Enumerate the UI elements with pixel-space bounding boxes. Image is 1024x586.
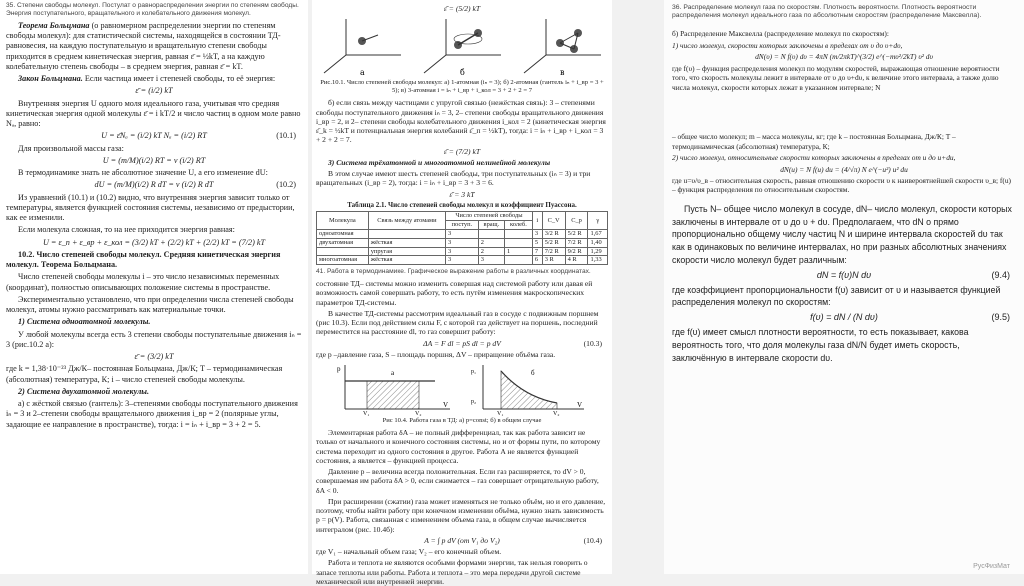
graph-a-v2-label: V₂ bbox=[415, 411, 422, 418]
formula-10-3-body: ΔA = F dl = pS dl = p dV bbox=[423, 338, 501, 348]
formula-eps-i: ε̄ = (i/2) kT bbox=[135, 86, 173, 96]
dof-diagram-a bbox=[316, 15, 408, 77]
formula-9-4 bbox=[672, 269, 1016, 282]
formula-10-1-number: (10.1) bbox=[276, 131, 296, 141]
theorem-text: (о равномерном распределении энергии по степеням свободы молекул): для статистической системы, находящейся в состоянии ТД-равновесия, на каждую поступательную и вращательную степени свободы приходится в среднем кинетическая энергия, равная ε̄ = ½kT, а на каждую колебательную степень свободы – в среднем энергия, равная ε̄ = kT. bbox=[6, 20, 281, 71]
dof-label-c: в bbox=[560, 68, 565, 78]
formula-relative: dN(u) = N f(u) du = (4/√π) N e^(−u²) u² du bbox=[780, 164, 908, 174]
dof-label-a: а bbox=[360, 68, 365, 78]
right-page-main-text bbox=[672, 203, 1016, 365]
theorem-title: Теорема Больцмана bbox=[18, 20, 90, 30]
table-header-gamma: γ bbox=[588, 212, 608, 230]
table-header-cp: C_p bbox=[565, 212, 588, 230]
table-row: упругая 3 2 1 7 7/2 R 9/2 R 1,29 bbox=[317, 247, 608, 256]
graph-a-caption-letter: а bbox=[391, 369, 395, 378]
right-page bbox=[664, 0, 1024, 574]
dof-table bbox=[316, 211, 608, 265]
paragraph-expansion: При расширении (сжатии) газа может изменяться не только объём, но и его давление, поэтому, чтобы найти работу при конечном изменении объёма, нужно знать зависимость p = p(V). Работа, связанная с изменением объема газа, в общем случае вычисляется интегралом (рис. 10.4б): bbox=[316, 496, 606, 534]
section-title-10-2: 10.2. Число степеней свободы молекул. Средняя кинетическая энергия молекул. Теорема Больцмана. bbox=[6, 249, 281, 270]
formula-mass: U = (m/M)(i/2) RT = ν (i/2) RT bbox=[102, 155, 206, 165]
paragraph-relative-definition: где u=υ/υ_в – относительная скорость, равная отношению скорости υ к наивероятнейшей скорости υ_в; f(u) – функция распределения по относительным скоростям. bbox=[672, 176, 1012, 195]
formula-9-4-number: (9.4) bbox=[991, 269, 1010, 280]
table-header-i: i bbox=[532, 212, 542, 230]
formula-9-4-body: dN = f(υ)N dυ bbox=[816, 269, 872, 280]
paragraph-elastic: б) если связь между частицами с упругой связью (нежёсткая связь): 3 – степенями свободы поступательного движения iₙ = 3, 2– степени свободы вращательного движения i_вр = 2, и 2– степени свободы колебательного движения i_кол = 2 (кинетическая энергия ε̄_k = ½kT и потенциальная энергия колебаний ε̄_п = ½kT), тогда: i = iₙ + i_вр + i_кол = 3 + 2 + 2 = 7. bbox=[316, 98, 606, 145]
work-graph-a bbox=[335, 361, 455, 418]
right-page-header: 36. Распределение молекул газа по скоростям. Плотность вероятности. Плотность вероятности распределения молекул идеального газа по абсолютным скоростям (распределение Максвелла). bbox=[672, 4, 982, 20]
table-row: многоатомная жёсткая 3 3 6 3 R 4 R 1,33 bbox=[317, 256, 608, 265]
formula-complex: U = ε_п + ε_вр + ε_кол = (3/2) kT + (2/2) kT + (2/2) kT = (7/2) kT bbox=[42, 237, 266, 247]
table-header-vib: колеб. bbox=[504, 221, 532, 230]
paragraph-maxwell-title: б) Распределение Максвелла (распределение молекул по скоростям): bbox=[672, 29, 889, 39]
left-page-header: 35. Степени свободы молекул. Постулат о равнораспределении энергии по степеням свободы. Энергия поступательного, вращательного и колебательного движения молекул. bbox=[6, 2, 299, 17]
paragraph-polyatomic: В этом случае имеют шесть степеней свободы, три поступательных (iₙ = 3) и три вращательных (i_вр = 2), тогда: i = iₙ + i_вр = 3 + 3 = 6. bbox=[316, 169, 591, 188]
paragraph-probability-density: где f(υ) имеет смысл плотности вероятности, то есть показывает, какова вероятность того, что доля молекулы газа dN/N будет иметь скорость, заключённую в интервале скорости dυ. bbox=[672, 327, 969, 363]
law-text: Если частица имеет i степеней свободы, то её энергия: bbox=[84, 74, 276, 84]
graph-b-caption-letter: б bbox=[531, 369, 535, 378]
formula-10-4-number: (10.4) bbox=[583, 535, 602, 545]
paragraph-complex: Если молекула сложная, то на нее приходится энергия равная: bbox=[18, 225, 235, 235]
item-monoatomic: 1) Система одноатомной молекулы. bbox=[18, 317, 151, 327]
paragraph-conclusion: Из уравнений (10.1) и (10.2) видно, что внутренняя энергия зависит только от температуры, является функцией состояния системы, независимо от предыстории, как ее изменили. bbox=[6, 192, 295, 223]
graph-b-p1-label: p₁ bbox=[471, 369, 477, 376]
formula-9-5 bbox=[672, 311, 1016, 324]
formula-five-halves: ε̄ = (5/2) kT bbox=[443, 4, 481, 13]
work-graph-b bbox=[469, 361, 589, 418]
dof-diagram-b bbox=[416, 15, 508, 77]
formula-10-1-body: U = ε̄Nₐ = (i/2) kT Nₐ = (i/2) RT bbox=[101, 131, 207, 141]
formula-seven-halves: ε̄ = (7/2) kT bbox=[443, 146, 481, 156]
paragraph-mass: Для произвольной массы газа: bbox=[18, 143, 124, 153]
paragraph-relative-speeds: 2) число молекул, относительные скорости которых заключены в пределах от u до u+du, bbox=[672, 153, 956, 163]
graph-b-v1-label: V₁ bbox=[497, 411, 504, 418]
formula-maxwell: dN(υ) = N f(υ) dυ = 4πN (m/2πkT)^(3/2) e^(−mυ²/2kT) υ² dυ bbox=[755, 52, 933, 62]
table-header-bond: Связь между атомами bbox=[368, 212, 445, 230]
table-title: Таблица 2.1. Число степеней свободы молекул и коэффициент Пуассона. bbox=[347, 200, 577, 209]
formula-10-2 bbox=[6, 180, 302, 190]
formula-three-halves: ε̄ = (3/2) kT bbox=[134, 352, 174, 362]
paragraph-du: В термодинамике знать не абсолютное значение U, а его изменение dU: bbox=[18, 168, 268, 178]
paragraph-boltzmann-constant: где k = 1,38·10⁻²³ Дж/К– постоянная Больцмана, Дж/К; T – термодинамическая (абсолютная) температура, К; i – число степеней свободы молекулы. bbox=[6, 364, 283, 384]
formula-three-kt: ε̄ = 3 kT bbox=[449, 189, 475, 199]
formula-10-1 bbox=[6, 131, 302, 141]
paragraph-total-molecules: – общее число молекул; m – масса молекулы, кг; где k – постоянная Больцмана, Дж/К; T – термодинамическая (абсолютная) температура, К; bbox=[672, 132, 956, 151]
paragraph-where-pressure: где p –давление газа, S – площадь поршня, ΔV – приращение объёма газа. bbox=[316, 349, 556, 359]
paragraph-dof-definition: Число степеней свободы молекулы i – это число независимых переменных (координат), полностью описывающих положение системы в пространстве. bbox=[6, 272, 280, 292]
dof-diagram-c bbox=[516, 15, 608, 77]
graph-b-v2-label: V₂ bbox=[553, 411, 560, 418]
section-41-title: 41. Работа в термодинамике. Графическое выражение работы в различных координатах. bbox=[316, 268, 591, 276]
table-header-cv: C_V bbox=[542, 212, 565, 230]
paragraph-diatomic: а) с жёсткой связью (гантель): 3–степенями свободы поступательного движения iₙ = 3 и 2–степени свободы вращательного движения i_вр = 2 (полярные углы, задающие ее направление в пространстве), тогда: i = iₙ + i_вр = 3 + 2 = 5. bbox=[6, 399, 298, 429]
figure-molecule-dof bbox=[316, 15, 608, 77]
paragraph-pressure-sign: Давление p – величина всегда положительная. Если газ расширяется, то dV > 0, совершаемая им работа δA > 0, если сжимается – газ совершает отрицательную работу, δA < 0. bbox=[316, 467, 599, 495]
paragraph-let-n: Пусть N– общее число молекул в сосуде, dN– число молекул, скорости которых заключены в интервале от υ до υ + dυ. Предполагаем, что dN о прямо пропорционально общему числу частиц N и ширине интервала скоростей dυ так как в одинаковых по величине интервалах, но при разных абсолютных значениях скорости число молекул будет различным: bbox=[672, 203, 1012, 265]
paragraph-internal-energy: Внутренняя энергия U одного моля идеального газа, учитывая что средняя кинетическая энергия одной молекулы ε̄ = i kT/2 и число частиц в одном моле равно Nₐ, равно: bbox=[6, 98, 301, 129]
figure-caption-10-4: Рис 10.4. Работа газа в ТД: а) p=const; б) в общем случае bbox=[382, 417, 542, 425]
paragraph-maxwell-1: 1) число молекул, скорости которых заключены в пределах от υ до υ+dυ, bbox=[672, 40, 903, 50]
formula-10-4-body: A = ∫ p dV (от V₁ до V₂) bbox=[424, 535, 500, 545]
formula-9-5-number: (9.5) bbox=[991, 312, 1010, 323]
table-header-molecule: Молекула bbox=[317, 212, 369, 230]
table-header-trans: поступ. bbox=[446, 221, 479, 230]
formula-9-5-body: f(υ) = dN / (N dυ) bbox=[810, 312, 878, 323]
formula-10-3-number: (10.3) bbox=[583, 338, 602, 348]
law-title: Закон Больцмана. bbox=[18, 74, 83, 84]
dof-label-b: б bbox=[460, 68, 465, 78]
table-row: одноатомная 3 3 3/2 R 5/2 R 1,67 bbox=[317, 229, 608, 238]
left-page bbox=[0, 0, 308, 574]
watermark: РусФизМат bbox=[973, 563, 1010, 571]
paragraph-heat-work: Работа и теплота не являются особыми формами энергии, так нельзя говорить о запасе теплоты или работы. Работа и теплота – это мера передачи другой системе механической или внутренней энергии. bbox=[316, 558, 588, 586]
table-header-group: Число степеней свободы bbox=[446, 212, 533, 221]
formula-10-3 bbox=[316, 339, 608, 348]
paragraph-state: состояние ТД– системы можно изменить совершая над системой работу или давая ей возможность самой совершать работу, то есть путём изменения макроскопических параметров ТД-системы. bbox=[316, 279, 593, 307]
formula-10-4 bbox=[316, 536, 608, 545]
graph-a-v1-label: V₁ bbox=[363, 411, 370, 418]
paragraph-monoatomic: У любой молекулы всегда есть 3 степени свободы поступательные движения iₙ = 3 (рис.10.2 а): bbox=[6, 329, 302, 349]
graph-b-v-label: V bbox=[577, 401, 583, 410]
figure-caption-10-1: Рис.10.1. Число степеней свободы молекул: а) 1-атомная (iₙ = 3); б) 2-атомная (гантель iₙ + i_вр = 3 + 5); в) 3-атомная i = iₙ + i_вр + i_кол = 3 + 2 + 2 = 7 bbox=[320, 79, 604, 95]
graph-b-p2-label: p₂ bbox=[471, 399, 477, 406]
paragraph-coefficient: где коэффициент пропорциональности f(υ) зависит от υ и называется функцией распределения молекул по скоростям: bbox=[672, 284, 1001, 308]
paragraph-elementary-work: Элементарная работа δA – не полный дифференциал, так как работа зависит не только от начального и конечного состояния системы, но и от формы пути, по которому система переходит из одного состояния в другое. Работа A не является функцией состояния, а является – функцией процесса. bbox=[316, 428, 601, 465]
graph-a-p-label: p bbox=[337, 365, 341, 374]
formula-10-2-number: (10.2) bbox=[276, 180, 296, 190]
figure-work-graphs bbox=[316, 361, 608, 418]
table-row: двухатомная жёсткая 3 2 5 5/2 R 7/2 R 1,40 bbox=[317, 238, 608, 247]
paragraph-piston: В качестве ТД-системы рассмотрим идеальный газ в сосуде с подвижным поршнем (рис 10.3). Если под действием силы F, с которой газ действует на поршень, последний переместится на расстояние dl, то газ совершит работу: bbox=[316, 308, 599, 337]
item-polyatomic: 3) Система трёхатомной и многоатомной нелинейной молекулы bbox=[328, 157, 551, 167]
middle-page bbox=[312, 0, 612, 586]
item-diatomic: 2) Система двухатомной молекулы. bbox=[18, 386, 149, 396]
table-header-rot: вращ. bbox=[478, 221, 504, 230]
paragraph-f-definition: где f(υ) – функция распределения молекул по модулям скоростей, выражающая отношение вероятности того, что скорость молекулы лежит в интервале от υ до υ+dυ, к величине этого интервала, а также долю числа молекул, скорости которых лежат в указанном интервале; N bbox=[672, 63, 1000, 92]
formula-10-2-body: dU = (m/M)(i/2) R dT = ν (i/2) R dT bbox=[94, 180, 214, 190]
paragraph-volumes: где V₁ – начальный объем газа; V₂ – его конечный объем. bbox=[316, 547, 502, 557]
graph-a-v-label: V bbox=[443, 401, 449, 410]
paragraph-experimental: Экспериментально установлено, что при определении числа степеней свободы молекул, атомы нужно рассматривать как материальные точки. bbox=[6, 294, 294, 315]
